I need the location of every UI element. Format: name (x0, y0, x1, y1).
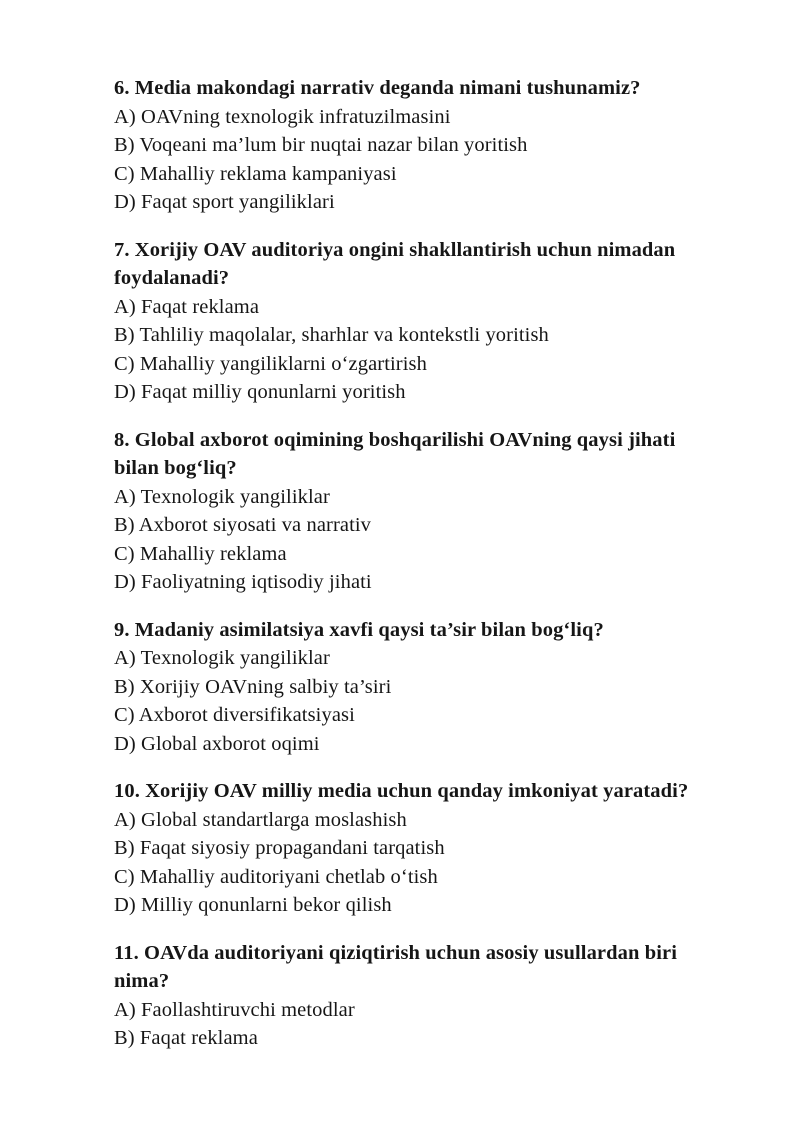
answer-option: A) OAVning texnologik infratuzilmasini (114, 105, 451, 128)
question-title-line: foydalanadi? (114, 267, 230, 289)
answer-option: A) Global standartlarga moslashish (114, 808, 407, 831)
answer-option: C) Mahalliy reklama kampaniyasi (114, 162, 397, 185)
answer-option: C) Mahalliy yangiliklarni o‘zgartirish (114, 352, 427, 375)
question-title-line: 9. Madaniy asimilatsiya xavfi qaysi ta’sir bilan bog‘liq? (114, 618, 604, 641)
question-title-line: 10. Xorijiy OAV milliy media uchun qanday imkoniyat yaratadi? (114, 780, 689, 802)
answer-option: C) Axborot diversifikatsiyasi (114, 704, 355, 726)
answer-option: D) Global axborot oqimi (114, 732, 320, 755)
answer-option: D) Faqat sport yangiliklari (114, 191, 335, 213)
answer-option: D) Milliy qonunlarni bekor qilish (114, 894, 392, 916)
answer-option: B) Xorijiy OAVning salbiy ta’siri (114, 675, 392, 698)
question-title-line: 6. Media makondagi narrativ deganda nimani tushunamiz? (114, 77, 641, 99)
answer-option: D) Faoliyatning iqtisodiy jihati (114, 571, 372, 593)
answer-option: A) Texnologik yangiliklar (114, 485, 330, 508)
question-block (114, 777, 718, 920)
answer-option: B) Axborot siyosati va narrativ (114, 514, 372, 536)
answer-option: C) Mahalliy reklama (114, 542, 287, 565)
question-block (114, 74, 718, 217)
question-block (114, 616, 718, 759)
answer-option: B) Tahliliy maqolalar, sharhlar va kontekstli yoritish (114, 324, 549, 346)
question-block (114, 426, 718, 597)
answer-option: D) Faqat milliy qonunlarni yoritish (114, 381, 406, 403)
answer-option: A) Faqat reklama (114, 295, 260, 318)
question-block (114, 236, 718, 407)
answer-option: B) Faqat reklama (114, 1027, 258, 1049)
question-title-line: 8. Global axborot oqimining boshqarilishi OAVning qaysi jihati (114, 428, 676, 451)
answer-option: A) Faollashtiruvchi metodlar (114, 998, 355, 1021)
question-block (114, 939, 718, 1053)
answer-option: A) Texnologik yangiliklar (114, 647, 330, 669)
questions-list (114, 74, 718, 1053)
answer-option: B) Voqeani ma’lum bir nuqtai nazar bilan yoritish (114, 134, 528, 156)
question-title-line: bilan bog‘liq? (114, 457, 237, 479)
answer-option: B) Faqat siyosiy propagandani tarqatish (114, 837, 445, 859)
question-title-line: nima? (114, 970, 170, 992)
question-title-line: 7. Xorijiy OAV auditoriya ongini shakllantirish uchun nimadan (114, 238, 676, 261)
answer-option: C) Mahalliy auditoriyani chetlab o‘tish (114, 865, 438, 888)
question-title-line: 11. OAVda auditoriyani qiziqtirish uchun asosiy usullardan biri (114, 941, 678, 964)
